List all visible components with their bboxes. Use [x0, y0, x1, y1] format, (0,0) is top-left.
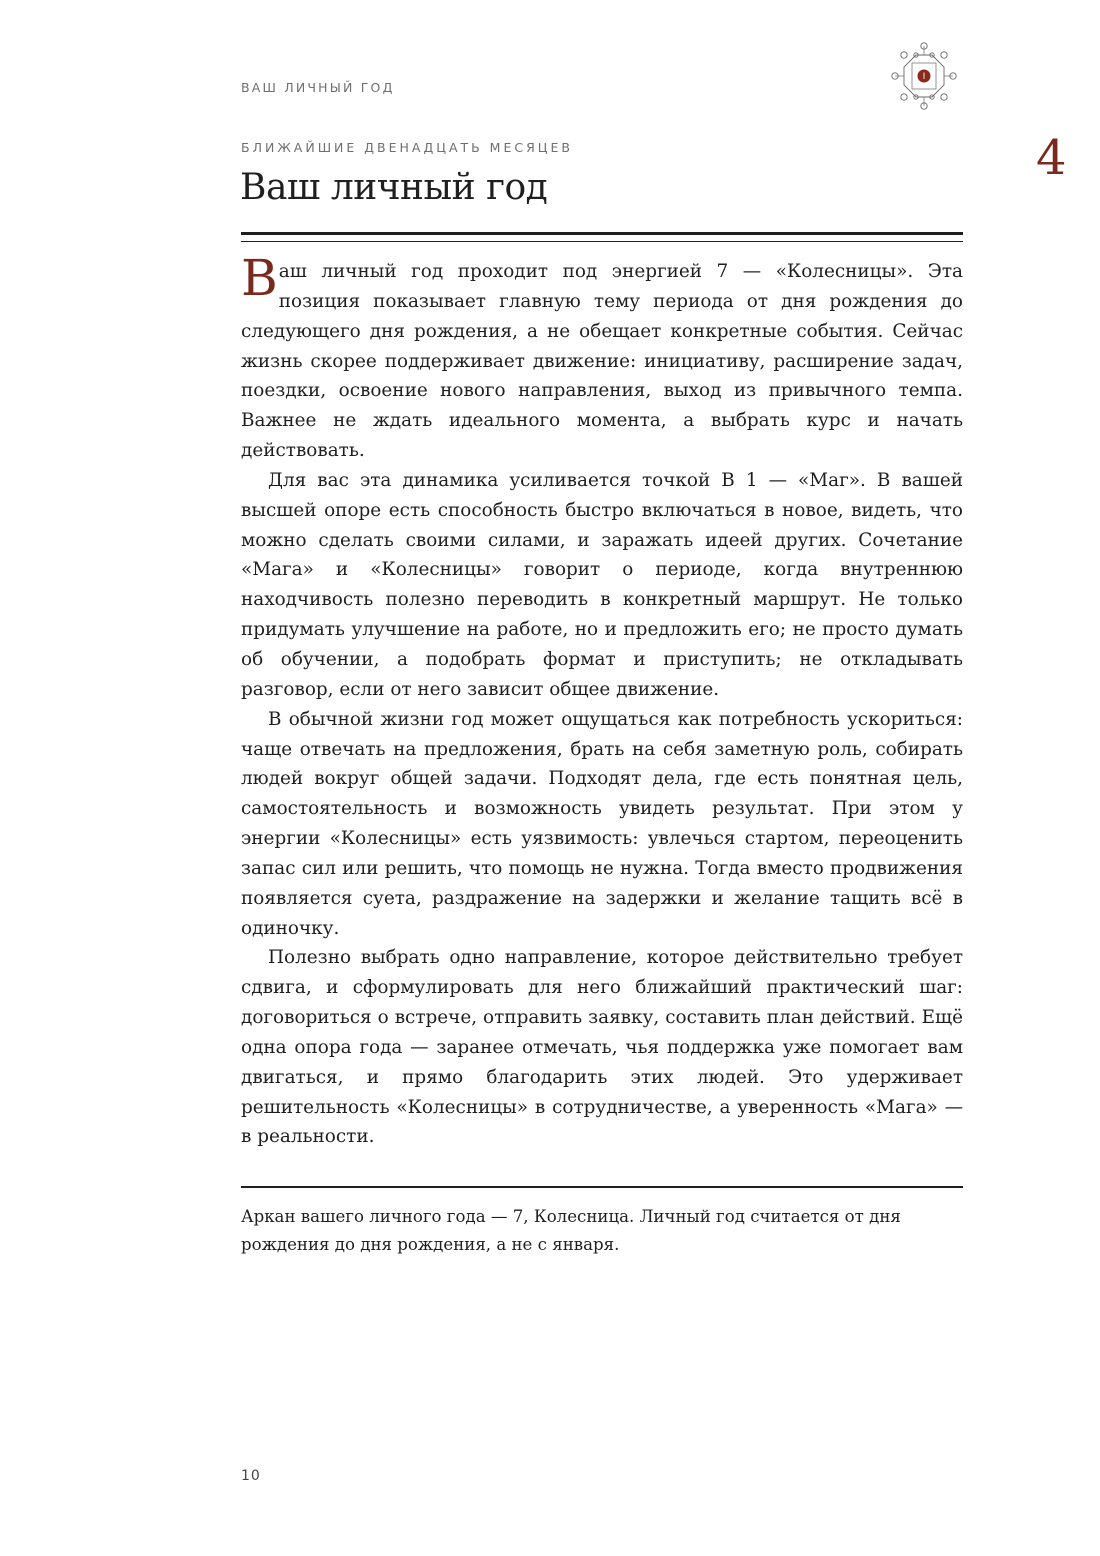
section-kicker: БЛИЖАЙШИЕ ДВЕНАДЦАТЬ МЕСЯЦЕВ: [241, 140, 573, 155]
paragraph-3: В обычной жизни год может ощущаться как потребность ускориться: чаще отвечать на предложения, брать на себя заметную роль, собирать людей вокруг общей задачи. Подходят дела, где есть понятная цель, самостоятельность и возможность увидеть результат. При этом у энергии «Колесницы» есть уязвимость: увлечься стартом, переоценить запас сил или решить, что помощь не нужна. Тогда вместо продвижения появляется суета, раздражение на задержки и желание тащить всё в одиночку.: [241, 708, 963, 939]
title-double-rule: [241, 232, 963, 243]
footnote: Аркан вашего личного года — 7, Колесница. Личный год считается от дня рождения до дня рождения, а не с января.: [241, 1207, 901, 1254]
rule-thin-line: [241, 241, 963, 242]
paragraph-2: Для вас эта динамика усиливается точкой B 1 — «Маг». В вашей высшей опоре есть способность быстро включаться в новое, видеть, что можно сделать своими силами, и заражать идеей других. Сочетание «Мага» и «Колесницы» говорит о периоде, когда внутреннюю находчивость полезно переводить в конкретный маршрут. Не только придумать улучшение на работе, но и предложить его; не просто думать об обучении, а подобрать формат и приступить; не откладывать разговор, если от него зависит общее движение.: [241, 469, 963, 700]
paragraph-1-text: аш личный год проходит под энергией 7 — «Колесницы». Эта позиция показывает главную тему периода от дня рождения до следующего дня рождения, а не обещает конкретные события. Сейчас жизнь скорее поддерживает движение: инициативу, расширение задач, поездки, освоение нового направления, выход из привычного темпа. Важнее не ждать идеального момента, а выбрать курс и начать действовать.: [241, 261, 963, 462]
footnote-rule: [241, 1186, 963, 1188]
running-head: ВАШ ЛИЧНЫЙ ГОД: [241, 80, 395, 95]
page-number: 10: [241, 1468, 261, 1484]
body-text: [241, 249, 963, 1152]
drop-cap: В: [241, 249, 278, 307]
rule-thick-line: [241, 232, 963, 235]
chapter-number: 4: [1036, 130, 1067, 186]
paragraph-4: Полезно выбрать одно направление, которое действительно требует сдвига, и сформулировать для него ближайший практический шаг: договориться о встрече, отправить заявку, составить план действий. Ещё одна опора года — заранее отмечать, чья поддержка уже помогает вам двигаться, и прямо благодарить этих людей. Это удерживает решительность «Колесницы» в сотрудничестве, а уверенность «Мага» — в реальности.: [241, 947, 963, 1148]
paragraph-1: [241, 249, 963, 466]
arcana-wheel-icon: [888, 40, 960, 112]
page-title: Ваш личный год: [240, 167, 548, 208]
